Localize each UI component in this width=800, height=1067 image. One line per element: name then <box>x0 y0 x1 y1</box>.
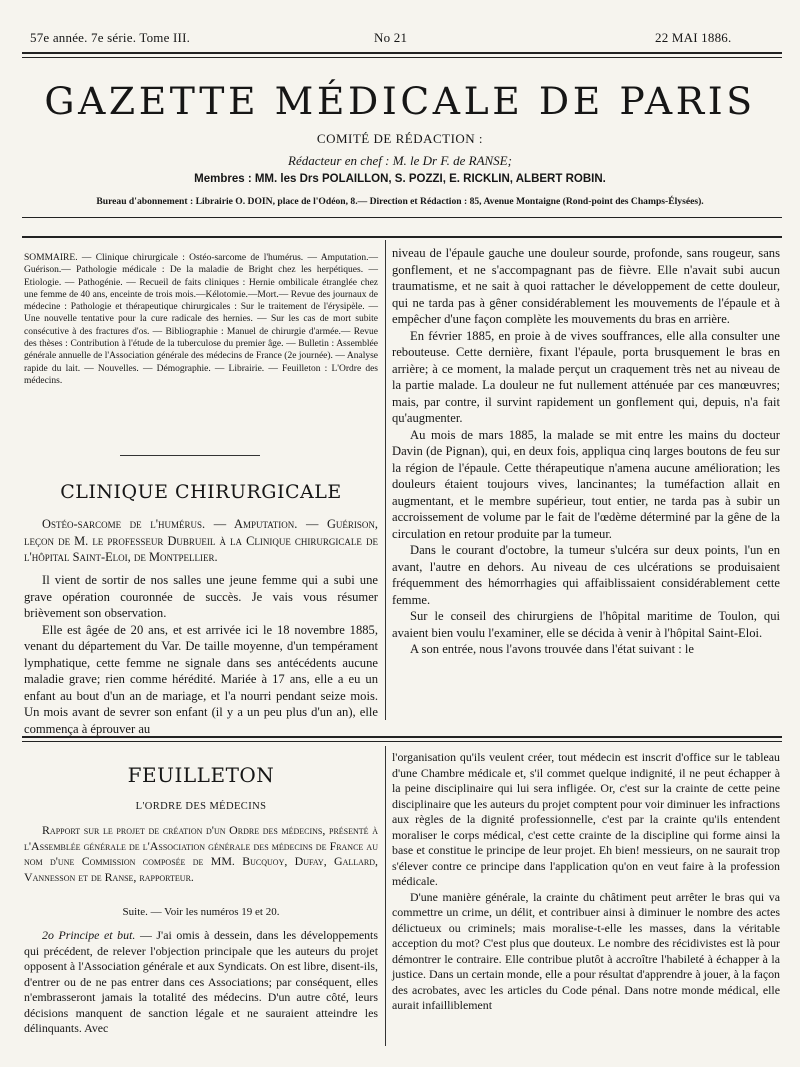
clinique-continued <box>392 245 780 658</box>
feuilleton-rapport-block <box>24 823 378 885</box>
feuilleton-section-label: 2o Principe et but. <box>42 928 136 942</box>
feuilleton-paragraph-1: — J'ai omis à dessein, dans les développements qui précédent, de relever l'objection principale que les auteurs du projet opposent à l'Association générale et aux Syndicats. On est libre, disent-ils, d'entrer ou de ne pas entrer dans ces Associations; par conséquent, elles n'embrasseront jamais la totalité des médecins. D'un autre côté, leurs décisions manquent de sanction légale et ne sauraient atteindre les délinquants. Avec <box>24 928 378 1035</box>
feuilleton-rule <box>22 736 782 738</box>
sommaire: SOMMAIRE. — Clinique chirurgicale : Ostéo-sarcome de l'humérus. — Amputation.—Guérison.— Pathologie médicale : De la maladie de Bright chez les herpétiques. — Etiologie. — Pathogénie. — Recueil de faits cliniques : Hernie ombilicale étranglée chez une femme de 40 ans, enceinte de trois mois.—Kélotomie.—Mort.— Revue des journaux de médecine : Pathologie et thérapeutique chirurgicales : Sur le traitement de l'érysipèle. — Une nouvelle tentative pour la cure radicale des hernies. — Sur les cas de mort subite consécutive à des fractures d'os. — Bibliographie : Manuel de chirurgie d'armée.— Revue des thèses : Contribution à l'étude de la tuberculose du premier âge. — Bulletin : Assemblée générale annuelle de l'Association générale des médecins de France (2e journée). — Analyse rapide du lait. — Nouvelles. — Démographie. — Librairie. — Feuilleton : L'Ordre des médecins. <box>24 253 378 386</box>
header-rule <box>22 52 782 54</box>
feuilleton-right-paragraph-1: l'organisation qu'ils veulent créer, tout médecin est inscrit d'office sur le tableau d'une Chambre médicale et, s'il commet quelque indignité, il ne peut échapper à la peine disciplinaire qui lui sera infligée. Or, c'est sur la crainte de cette peine disciplinaire que les auteurs du projet comptent pour voir diminuer les infractions aux règles de la dignité professionnelle, c'est par la crainte qu'ils entendent moraliser le corps médical, c'est cette crainte de la discipline qui forme ainsi la base et constitue le principe de leur projet. Eh bien! messieurs, on ne saurait trop s'élever contre ce principe dans l'application qu'on en veut faire à la profession médicale. <box>392 750 780 888</box>
clinique-paragraph-2: Elle est âgée de 20 ans, et est arrivée ici le 18 novembre 1885, venant du département du Var. De taille moyenne, d'un tempérament lymphatique, cette femme ne signale dans ses antécédents aucune maladie grave; rien comme hérédité. Mariée à 17 ans, elle a eu un enfant au bout d'un an de mariage, et l'a nourri pendant seize mois. Un mois avant de sevrer son enfant (il y a un peu plus d'un an), elle commença à éprouver au <box>24 622 378 736</box>
right-paragraph-1: niveau de l'épaule gauche une douleur sourde, profonde, sans rougeur, sans gonflement, et ne s'accompagnant pas de fièvre. Elle n'avait subi aucun traumatisme, et ne sait à quoi rattacher le développement de cette douleur, qui ne tarda pas à gêner considérablement les mouvements de l'épaule et à empêcher d'une façon complète les mouvements du bras en arrière. <box>392 246 780 326</box>
column-rule-bottom <box>385 746 386 1046</box>
header-date: 22 MAI 1886. <box>655 30 732 45</box>
clinique-title: CLINIQUE CHIRURGICALE <box>60 481 342 503</box>
masthead-title: GAZETTE MÉDICALE DE PARIS <box>44 80 756 123</box>
right-paragraph-4: Dans le courant d'octobre, la tumeur s'ulcéra sur deux points, l'un en avant, l'autre en dehors. Au niveau de ces ulcérations se produisaient fréquemment des hémorrhagies qui affaiblissaient considérablement cette femme. <box>392 543 780 607</box>
clinique-paragraph-1: Il vient de sortir de nos salles une jeune femme qui a subi une grave opération couronnée de succès. Je vais vous résumer brièvement son observation. <box>24 573 378 620</box>
masthead-bureau: Bureau d'abonnement : Librairie O. DOIN, place de l'Odéon, 8.— Direction et Rédaction : 85, Avenue Montaigne (Rond-point des Champs-Élysées). <box>96 196 704 207</box>
right-paragraph-6: A son entrée, nous l'avons trouvée dans l'état suivant : le <box>410 642 694 656</box>
clinique-body <box>24 572 378 737</box>
masthead-rule <box>22 217 782 218</box>
feuilleton-rule-thin <box>22 741 782 742</box>
feuilleton-right-paragraph-2: D'une manière générale, la crainte du châtiment peut arrêter le bras qui va commettre un crime, un délit, et contribuer ainsi à diminuer le nombre des actes délictueux ou criminels; mais moralise-t-elle les masses, dans la véritable acception du mot? C'est plus que douteux. Le nombre des récidivistes est là pour démontrer le contraire. Elle contribue plutôt à accroître l'habileté à échapper à la justice. Dans un certain monde, elle a pour résultat d'apprendre à jouer, à la façon des acrobates, avec les articles du Code pénal. Dans notre monde médical, elle aurait infailliblement <box>392 889 780 1012</box>
masthead-members: Membres : MM. les Drs POLAILLON, S. POZZI, E. RICKLIN, ALBERT ROBIN. <box>194 173 606 185</box>
header-volume: 57e année. 7e série. Tome III. <box>30 30 191 45</box>
right-paragraph-5: Sur le conseil des chirurgiens de l'hôpital maritime de Toulon, qui avaient bien voulu l'examiner, elle se décida à venir à l'hôpital Saint-Eloi. <box>392 609 780 640</box>
feuilleton-rapport: Rapport sur le projet de création d'un Ordre des médecins, présenté à l'Assemblée générale de l'Association générale des médecins de France au nom d'une Commission composée de MM. Bucquoy, Dufay, Gallard, Vannesson et de Ranse, rapporteur. <box>24 823 378 884</box>
right-paragraph-2: En février 1885, en proie à de vives souffrances, elle alla consulter une rebouteuse. Cette dernière, fixant l'épaule, porta brusquement le bras en arrière; à ce moment, la malade perçut un craquement très net au niveau de la partie malade. La douleur ne fut nullement atténuée par ces manœuvres; mais, par contre, il survint rapidement un gonflement qui, depuis, n'a fait qu'augmenter. <box>392 328 780 425</box>
clinique-subtitle <box>24 516 378 566</box>
feuilleton-body-left <box>24 928 378 1037</box>
clinique-subtitle-text: Ostéo-sarcome de l'humérus. — Amputation. — Guérison, leçon de M. le professeur Dubrueil à la Clinique chirurgicale de l'hôpital Saint-Eloi, de Montpellier. <box>24 517 378 564</box>
feuilleton-title: FEUILLETON <box>127 763 275 787</box>
feuilleton-suite: Suite. — Voir les numéros 19 et 20. <box>122 906 280 918</box>
masthead-committee: COMITÉ DE RÉDACTION : <box>316 131 484 146</box>
feuilleton-subtitle: L'ORDRE DES MÉDECINS <box>135 801 267 812</box>
header-issue-number: No 21 <box>374 30 408 45</box>
right-paragraph-3: Au mois de mars 1885, la malade se mit entre les mains du docteur Davin (de Pignan), qui, en deux fois, appliqua cinq larges boutons de feu sur la région de l'épaule. Cette thérapeutique n'amena aucune amélioration; les douleurs étaient toujours vives, lancinantes; la tuméfaction allait en augmentant, et le membre supérieur, tout entier, ne tarda pas à subir un accroissement de volume par le fait de l'œdème déterminé par la gêne de la circulation en retour produite par la tumeur. <box>392 427 780 541</box>
column-rule-top <box>385 240 386 720</box>
masthead-chief-editor: Rédacteur en chef : M. le Dr F. de RANSE; <box>288 153 512 168</box>
header-rule-thin <box>22 57 782 58</box>
masthead-rule-double <box>22 236 782 238</box>
section-divider <box>120 455 260 456</box>
feuilleton-body-right <box>392 750 780 1014</box>
